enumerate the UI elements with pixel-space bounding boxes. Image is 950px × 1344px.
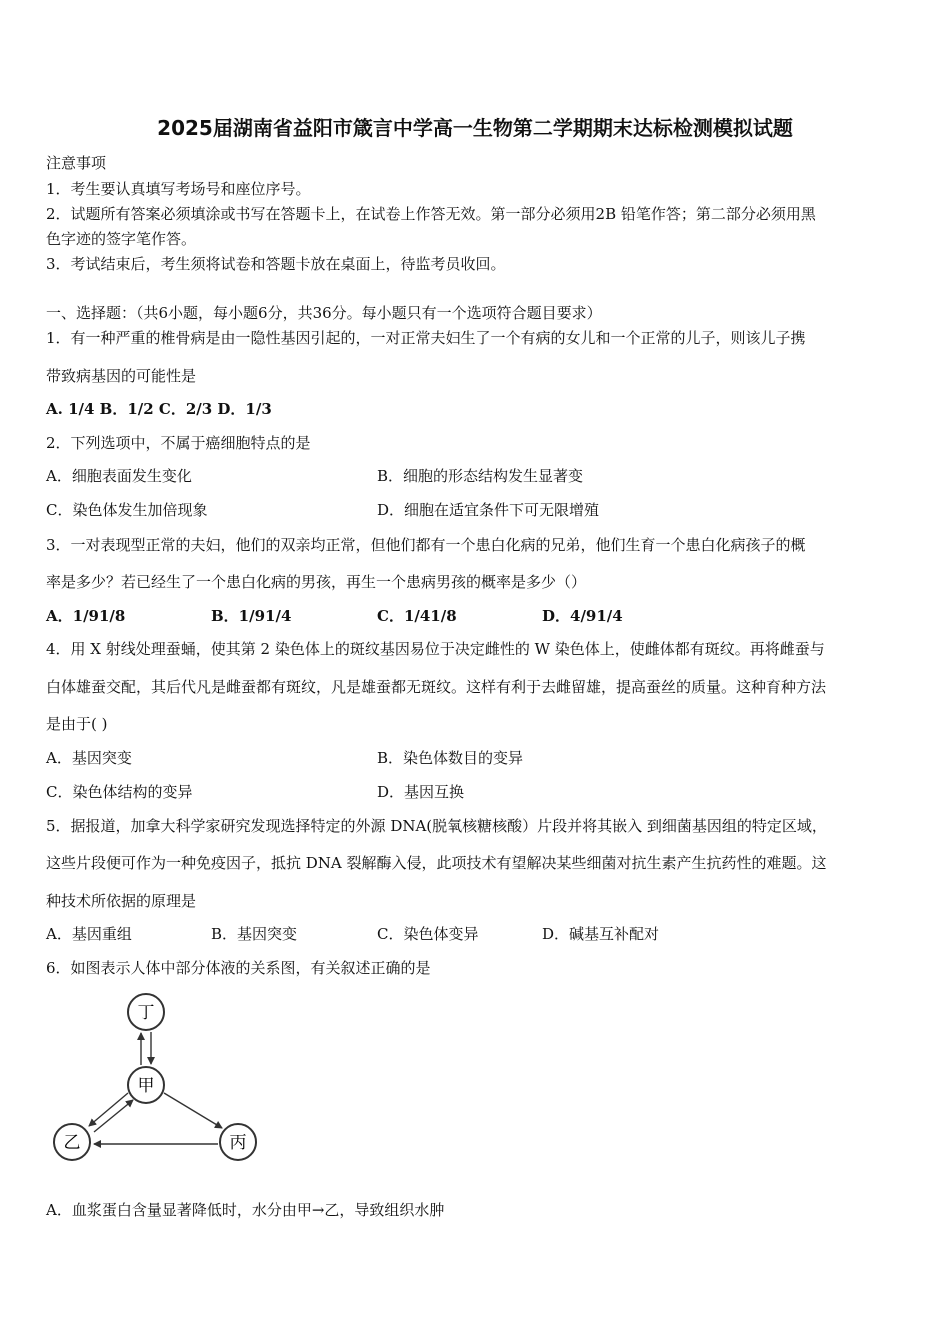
question-stem: 是由于( ) [46,715,108,733]
option-c: C．染色体发生加倍现象 [46,501,208,519]
page-title: 2025届湖南省益阳市箴言中学高一生物第二学期期末达标检测模拟试题 [157,116,793,140]
question-stem: 率是多少？若已经生了一个患白化病的男孩，再生一个患病男孩的概率是多少（） [46,573,587,591]
option-c: C．染色体结构的变异 [46,783,193,801]
notice-item: 色字迹的签字笔作答。 [46,230,197,248]
body-fluid-diagram [42,990,272,1170]
option-a: A．1/91/8 [46,607,126,625]
option-b: B．细胞的形态结构发生显著变 [377,467,584,485]
node-jia-label: 甲 [137,1076,155,1096]
option-d: D．细胞在适宜条件下可无限增殖 [377,501,600,519]
node-jia [128,1067,164,1103]
question-stem: 3．一对表现型正常的夫妇，他们的双亲均正常，但他们都有一个患白化病的兄弟，他们生育一个患白化病孩子的概 [46,536,806,554]
question-stem: 6．如图表示人体中部分体液的关系图，有关叙述正确的是 [46,959,431,977]
node-yi [54,1124,90,1160]
question-stem: 2．下列选项中，不属于癌细胞特点的是 [46,434,311,452]
question-options: A. 1/4 B．1/2 C．2/3 D．1/3 [46,400,272,418]
question-stem: 带致病基因的可能性是 [46,367,197,385]
question-stem: 这些片段便可作为一种免疫因子，抵抗 DNA 裂解酶入侵，此项技术有望解决某些细菌对抗生素产生抗药性的难题。这 [46,854,827,872]
option-d: D．4/91/4 [542,607,623,625]
node-yi-label: 乙 [63,1133,81,1153]
question-stem: 白体雄蚕交配，其后代凡是雌蚕都有斑纹，凡是雄蚕都无斑纹。这样有利于去雌留雄，提高蚕丝的质量。这种育种方法 [46,678,827,696]
option-a: A．基因突变 [46,749,132,767]
option-a: A．基因重组 [46,925,132,943]
option-d: D．碱基互补配对 [542,925,660,943]
notice-item: 1．考生要认真填写考场号和座位序号。 [46,180,311,198]
node-bing-label: 丙 [229,1133,247,1153]
option-b: B．染色体数目的变异 [377,749,524,767]
option-a: A．血浆蛋白含量显著降低时，水分由甲→乙，导致组织水肿 [46,1201,445,1219]
notice-item: 3．考试结束后，考生须将试卷和答题卡放在桌面上，待监考员收回。 [46,255,506,273]
question-stem: 1．有一种严重的椎骨病是由一隐性基因引起的，一对正常夫妇生了一个有病的女儿和一个正常的儿子，则该儿子携 [46,329,806,347]
option-c: C．染色体变异 [377,925,479,943]
option-a: A．细胞表面发生变化 [46,467,192,485]
node-bing [220,1124,256,1160]
question-stem: 种技术所依据的原理是 [46,892,197,910]
question-stem: 5．据报道，加拿大科学家研究发现选择特定的外源 DNA(脱氧核糖核酸）片段并将其嵌入 到细菌基因组的特定区域， [46,817,827,835]
option-b: B．基因突变 [211,925,298,943]
option-d: D．基因互换 [377,783,465,801]
arrow-jia-to-bing [164,1093,222,1128]
section-heading: 一、选择题：（共6小题，每小题6分，共36分。每小题只有一个选项符合题目要求） [46,304,602,322]
node-ding-label: 丁 [137,1003,155,1023]
question-stem: 4．用 X 射线处理蚕蛹，使其第 2 染色体上的斑纹基因易位于决定雌性的 W 染色体上，使雌体都有斑纹。再将雌蚕与 [46,640,825,658]
node-ding [128,994,164,1030]
notice-heading: 注意事项 [46,154,107,172]
notice-item: 2．试题所有答案必须填涂或书写在答题卡上，在试卷上作答无效。第一部分必须用2B 铅笔作答；第二部分必须用黑 [46,205,816,223]
option-c: C．1/41/8 [377,607,457,625]
option-b: B．1/91/4 [211,607,292,625]
